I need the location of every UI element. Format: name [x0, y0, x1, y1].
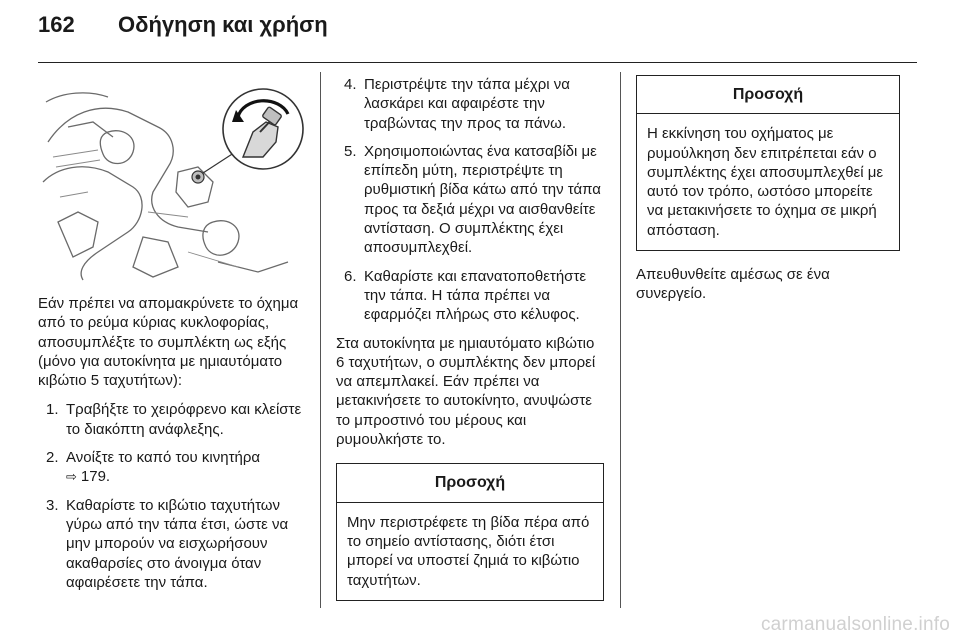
steps-list-1 — [38, 400, 304, 592]
step-text: Ανοίξτε το καπό του κινητήρα — [66, 449, 261, 467]
caution-box — [336, 463, 604, 600]
step-number: 6. — [344, 267, 357, 285]
step-number: 4. — [344, 76, 357, 93]
step-text: Τραβήξτε το χειρόφρενο και κλείστε το διακόπτη ανάφλεξης. — [66, 401, 302, 438]
step-text: Καθαρίστε το κιβώτιο ταχυτήτων γύρω από την τάπα έτσι, ώστε να μην μπορούν να εισχωρήσουν ακαθαρσίες στο άνοιγμα όταν αφαιρέσετε την τάπα. — [66, 496, 289, 591]
site-watermark: carmanualsonline.info — [760, 614, 950, 635]
column-divider — [320, 72, 321, 608]
step-number: 3. — [46, 496, 59, 514]
step-text: Χρησιμοποιώντας ένα κατσαβίδι με επίπεδη μύτη, περιστρέψτε τη ρυθμιστική βίδα κάτω από την τάπα προς τα δεξιά μέχρι να αισθανθείτε αντίσταση. Ο συμπλέκτης έχει αποσυμπλεχθεί. — [364, 142, 601, 257]
list-item — [336, 75, 604, 133]
column-right — [636, 75, 900, 314]
column-left — [38, 72, 304, 601]
step-text: Καθαρίστε και επανατοποθετήστε την τάπα. Η τάπα πρέπει να εφαρμόζει πλήρως στο κέλυφος. — [364, 267, 587, 324]
step-number: 2. — [46, 449, 59, 467]
list-item — [336, 142, 604, 258]
caution-heading: Προσοχή — [337, 464, 603, 502]
step-number: 1. — [46, 401, 59, 419]
step-text: Περιστρέψτε την τάπα μέχρι να λασκάρει και αφαιρέστε την τραβώντας την προς τα πάνω. — [364, 76, 570, 132]
steps-list-2 — [336, 75, 604, 325]
list-item — [38, 400, 304, 439]
caution-text: Η εκκίνηση του οχήματος με ρυμούλκηση δεν επιτρέπεται εάν ο συμπλέκτης έχει αποσυμπλεχθεί με αυτό τον τρόπο, ωστόσο μπορείτε να μετακινήσετε το όχημα σε μικρή απόσταση. — [647, 125, 884, 239]
gearbox-cap-illustration — [38, 72, 304, 282]
reference-page: 179. — [80, 468, 111, 486]
caution-text: Μην περιστρέφετε τη βίδα πέρα από το σημείο αντίστασης, διότι έτσι μπορεί να υποστεί ζημιά το κιβώτιο ταχυτήτων. — [347, 513, 590, 589]
page-number: 162 — [38, 12, 75, 37]
column-middle — [336, 75, 604, 601]
arrow-right-icon: ⇨ — [66, 469, 77, 485]
column-divider — [620, 72, 621, 608]
caution-box — [636, 75, 900, 251]
page-title: Οδήγηση και χρήση — [118, 12, 328, 37]
body-paragraph: Απευθυνθείτε αμέσως σε ένα συνεργείο. — [636, 266, 830, 303]
step-number: 5. — [344, 142, 357, 160]
page-header — [38, 10, 918, 50]
list-item — [38, 496, 304, 592]
intro-paragraph: Εάν πρέπει να απομακρύνετε το όχημα από το ρεύμα κύριας κυκλοφορίας, αποσυμπλέξτε το συμπλέκτη ως εξής (μόνο για αυτοκίνητα με ημιαυτόματο κιβώτιο 5 ταχυτήτων): — [38, 295, 299, 390]
list-item — [38, 448, 304, 487]
page-reference-link[interactable] — [66, 468, 110, 485]
list-item — [336, 267, 604, 325]
gearbox-illustration-svg — [38, 72, 304, 282]
header-rule — [38, 62, 917, 63]
body-paragraph: Στα αυτοκίνητα με ημιαυτόματο κιβώτιο 6 ταχυτήτων, ο συμπλέκτης δεν μπορεί να απεμπλακεί. Εάν πρέπει να μετακινήσετε το αυτοκίνητο, ανυψώστε το μπροστινό του μέρους και ρυμουλκήστε το. — [336, 334, 596, 449]
caution-heading: Προσοχή — [637, 76, 899, 114]
